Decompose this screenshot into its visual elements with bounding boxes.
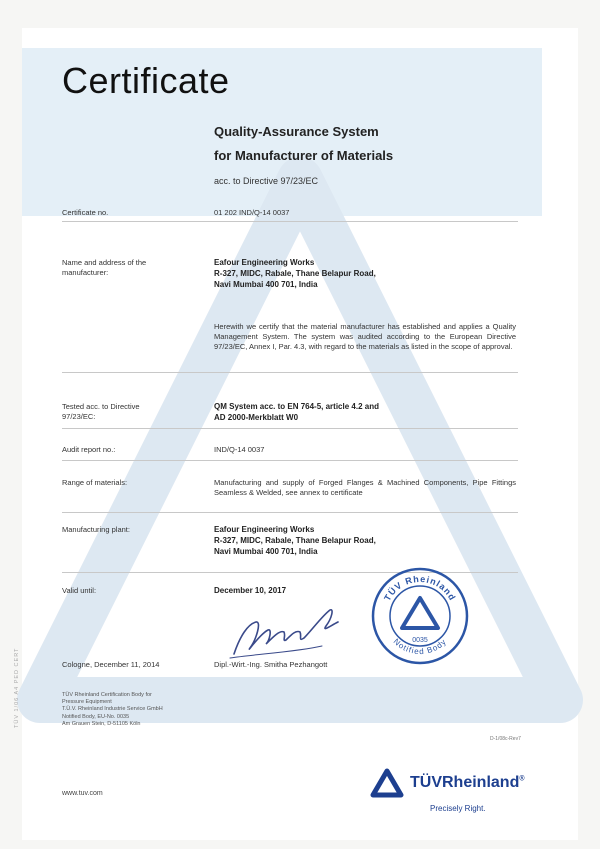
certificate-title: Certificate — [62, 60, 230, 101]
manufacturer-line: Eafour Engineering Works — [214, 258, 315, 267]
seal-number: 0035 — [412, 637, 428, 644]
system-title-line2: for Manufacturer of Materials — [214, 148, 394, 163]
range-label: Range of materials: — [62, 478, 128, 487]
cert-no-value: 01 202 IND/Q-14 0037 — [214, 208, 290, 217]
divider — [62, 512, 518, 513]
issuer-line: Notified Body, EU-No. 0035 — [62, 713, 130, 720]
manufacturer-label: Name and address of the manufacturer: — [62, 258, 147, 277]
plant-label: Manufacturing plant: — [62, 525, 130, 534]
issuer-line: TÜV Rheinland Certification Body for — [62, 692, 152, 698]
audit-value: IND/Q-14 0037 — [214, 445, 265, 454]
seal-top-text: TÜV Rheinland — [382, 573, 458, 603]
issuer-line: Am Grauen Stein, D-51105 Köln — [62, 720, 141, 727]
manufacturer-line: Navi Mumbai 400 701, India — [214, 280, 318, 289]
valid-label: Valid until: — [62, 586, 97, 595]
directive-text: acc. to Directive 97/23/EC — [214, 176, 319, 186]
audit-label: Audit report no.: — [62, 445, 116, 454]
tested-line: QM System acc. to EN 764-5, article 4.2 and — [214, 402, 379, 411]
valid-value: December 10, 2017 — [214, 586, 287, 595]
signature — [226, 596, 354, 666]
issuer-line: T.Ü.V. Rheinland Industrie Service GmbH — [62, 706, 163, 713]
place-date: Cologne, December 11, 2014 — [62, 660, 160, 669]
brand-tagline: Precisely Right. — [430, 804, 486, 813]
range-value: Manufacturing and supply of Forged Flanges & Machined Components, Pipe Fittings Seamless & Welded, see annex to certificate — [214, 478, 516, 497]
issuer-line: Pressure Equipment — [62, 699, 112, 706]
divider — [62, 428, 518, 429]
website-link[interactable]: www.tuv.com — [62, 790, 103, 797]
tested-line: AD 2000-Merkblatt W0 — [214, 413, 299, 422]
seal-bottom-text: Notified Body — [391, 636, 449, 657]
plant-line: Navi Mumbai 400 701, India — [214, 547, 318, 556]
issuer-block — [62, 692, 163, 728]
registered-mark: ® — [519, 775, 525, 783]
manufacturer-line: R-327, MIDC, Rabale, Thane Belapur Road, — [214, 269, 376, 278]
plant-line: R-327, MIDC, Rabale, Thane Belapur Road, — [214, 536, 376, 545]
certification-statement: Herewith we certify that the material manufacturer has established and applies a Quality Management System. The system was audited according to the European Directive 97/23/EC, Annex I, Par. 4.3, with regard to the materials as listed in the scope of approval. — [214, 322, 516, 351]
divider — [62, 221, 518, 222]
brand-name-text: TÜVRheinland — [410, 774, 520, 791]
divider — [62, 460, 518, 461]
divider — [62, 372, 518, 373]
brand-name — [410, 774, 525, 792]
system-title-line1: Quality-Assurance System — [214, 124, 379, 139]
tuv-triangle-logo-icon — [370, 768, 404, 798]
form-code: D-1/08c-Rev7 — [490, 736, 521, 742]
tuv-seal-stamp — [370, 566, 470, 666]
cert-no-label: Certificate no. — [62, 208, 109, 217]
plant-line: Eafour Engineering Works — [214, 525, 315, 534]
side-code: TÜV 1/06 A4 PED CERT — [14, 647, 20, 728]
tested-label: Tested acc. to Directive 97/23/EC: — [62, 402, 140, 421]
signatory-name: Dipl.-Wirt.-Ing. Smitha Pezhangott — [214, 660, 328, 669]
